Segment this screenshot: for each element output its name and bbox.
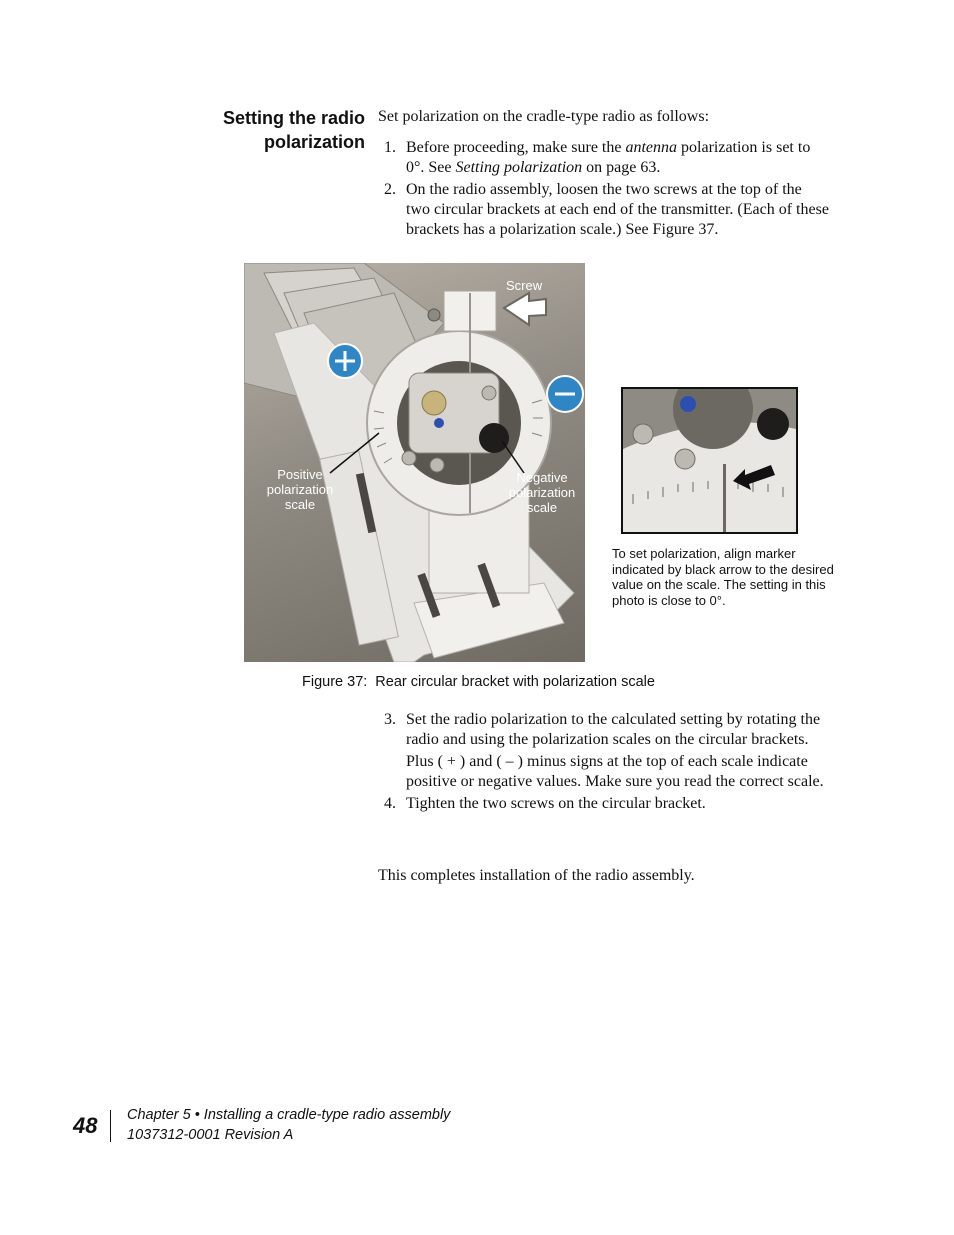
step-text: on page 63. <box>582 159 661 176</box>
figure-number: Figure 37: <box>302 674 368 690</box>
figure-caption <box>302 674 655 690</box>
step-text: Before proceeding, make sure the <box>406 139 626 156</box>
step-number: 1. <box>384 139 396 156</box>
step-text: On the radio assembly, loosen the two screws at the top of the two circular brackets at each end of the transmitter. (Each of these brackets has a polarization scale.) See Figure 37. <box>406 181 829 238</box>
step-emphasis: antenna <box>625 139 678 156</box>
footer-doc-id: 1037312-0001 Revision A <box>127 1126 294 1143</box>
steps-list-before <box>384 138 829 242</box>
step-number: 4. <box>384 795 396 812</box>
figure-caption-text: Rear circular bracket with polarization scale <box>375 674 655 690</box>
step-crossref: Setting polarization <box>455 159 583 176</box>
screw-label: Screw <box>506 278 543 293</box>
section-heading <box>180 106 365 154</box>
scale-closeup-photo <box>621 387 798 534</box>
inset-caption: To set polarization, align marker indicated by black arrow to the desired value on the scale. The setting in this photo is close to 0°. <box>612 546 834 608</box>
list-item <box>384 794 829 814</box>
negative-scale-label <box>497 470 585 515</box>
intro-paragraph: Set polarization on the cradle-type radio as follows: <box>378 108 710 125</box>
step-text: polarization is set to 0°. See <box>406 139 811 176</box>
bracket-photo-illustration <box>244 263 585 662</box>
list-item <box>384 138 829 178</box>
positive-label-line: polarization <box>266 482 334 497</box>
negative-label-line: polarization <box>508 485 576 500</box>
scale-closeup-illustration <box>623 389 796 532</box>
positive-scale-label <box>254 467 346 512</box>
negative-label-line: scale <box>526 500 558 515</box>
step-text: Tighten the two screws on the circular bracket. <box>406 795 706 812</box>
list-item <box>384 710 829 792</box>
step-text: Set the radio polarization to the calculated setting by rotating the radio and using the polarization scales on the circular brackets. <box>406 711 821 748</box>
positive-label-line: scale <box>284 497 316 512</box>
negative-label-line: Negative <box>516 470 568 485</box>
closing-paragraph: This completes installation of the radio assembly. <box>378 867 695 884</box>
footer-text <box>127 1106 450 1145</box>
steps-list-after <box>384 710 829 816</box>
footer-divider <box>110 1110 111 1142</box>
step-number: 3. <box>384 711 396 728</box>
section-heading-line2: polarization <box>263 132 365 152</box>
footer-chapter: Chapter 5 • Installing a cradle-type radio assembly <box>127 1107 451 1123</box>
list-item <box>384 180 829 240</box>
bracket-photo <box>244 263 585 662</box>
positive-label-line: Positive <box>277 467 323 482</box>
page-number: 48 <box>73 1113 98 1138</box>
section-heading-line1: Setting the radio <box>222 108 365 128</box>
step-note: Plus ( + ) and ( – ) minus signs at the top of each scale indicate positive or negative values. Make sure you read the correct scale. <box>406 753 824 790</box>
step-number: 2. <box>384 181 396 198</box>
